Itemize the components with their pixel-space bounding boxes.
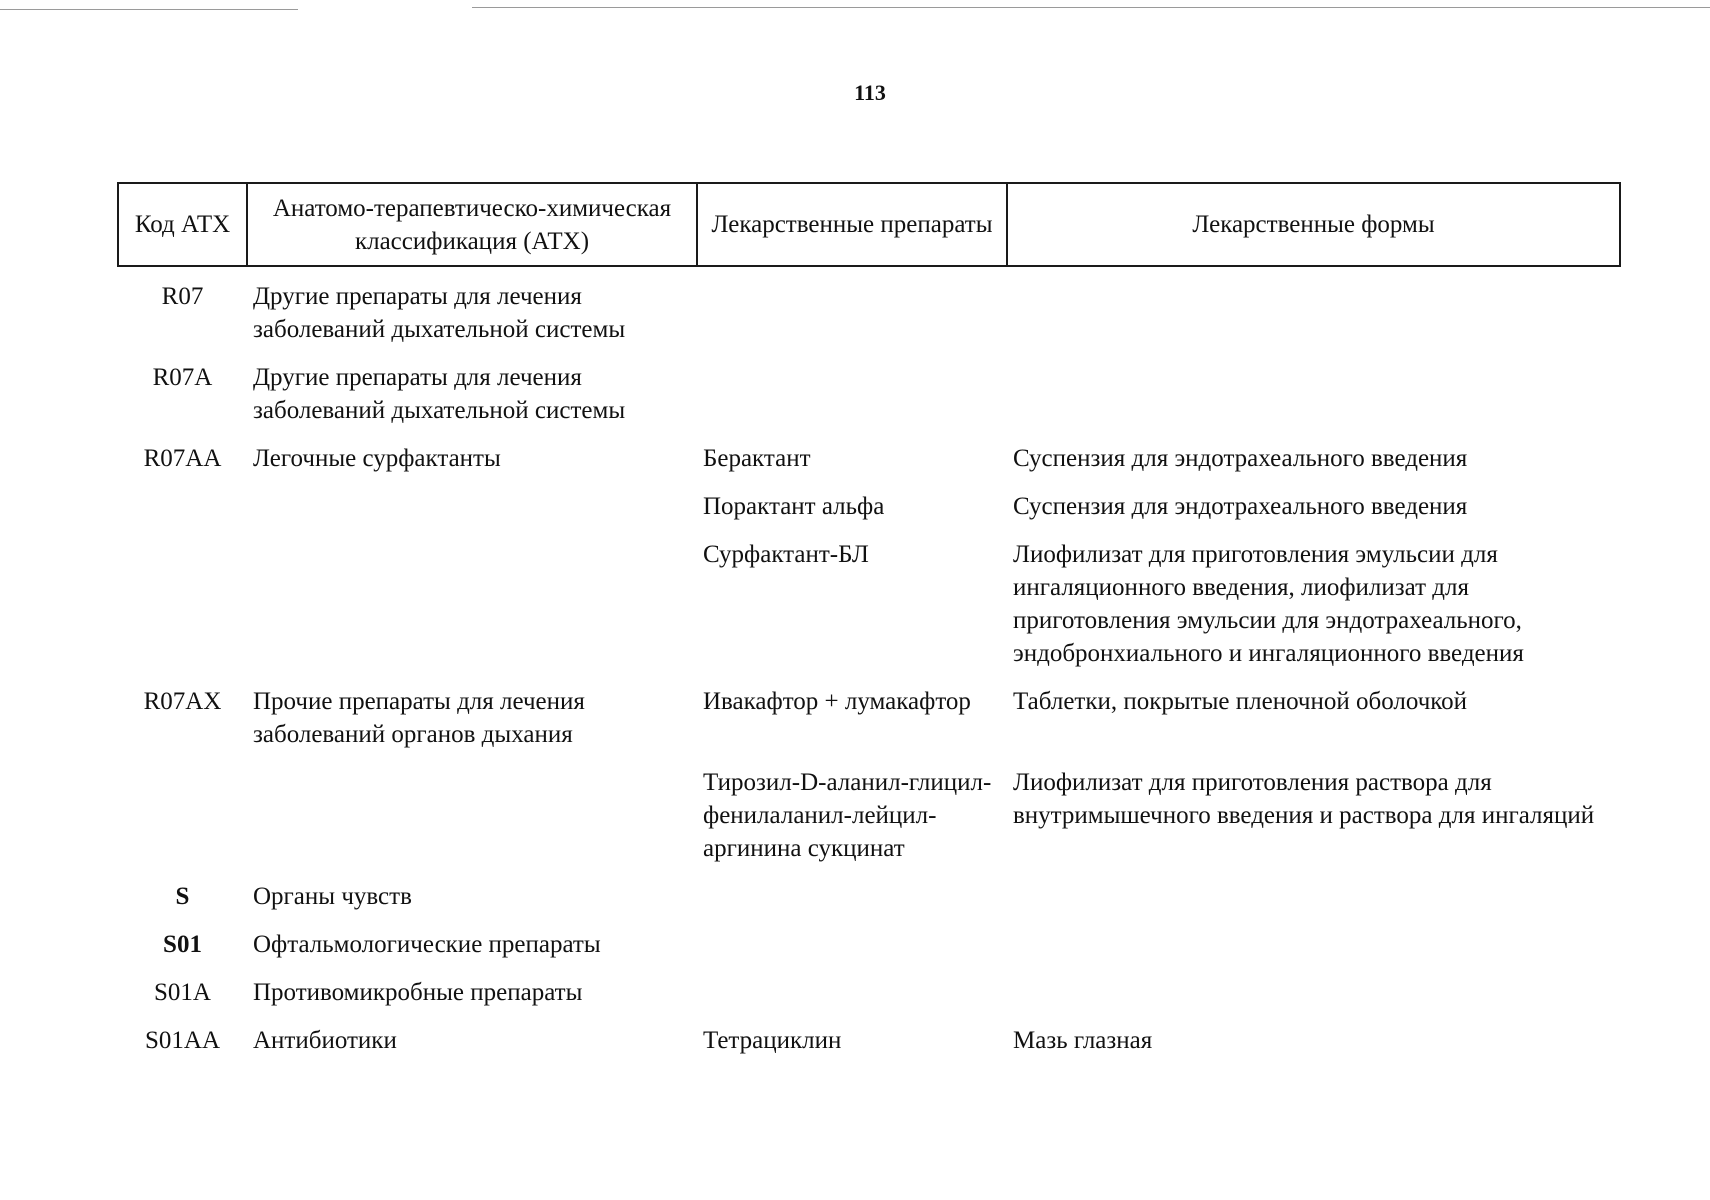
drug-cell <box>697 361 1007 442</box>
page-number: 113 <box>854 80 886 105</box>
table-row <box>118 880 1620 928</box>
table-row <box>118 442 1620 490</box>
dosage-form-cell <box>1007 976 1620 1024</box>
table-body <box>118 266 1620 1072</box>
drug-cell: Тирозил-D-аланил-глицил-фенилаланил-лейцил-аргинина сукцинат <box>703 769 992 862</box>
drug-cell: Ивакафтор + лумакафтор <box>703 688 971 715</box>
dosage-form-cell: Лиофилизат для приготовления раствора для внутримышечного введения и раствора для ингаляций <box>1013 769 1595 829</box>
dosage-form-cell: Суспензия для эндотрахеального введения <box>1013 445 1468 472</box>
dosage-form-cell <box>1007 361 1620 442</box>
drug-cell <box>697 266 1007 361</box>
dosage-form-cell: Суспензия для эндотрахеального введения <box>1013 493 1468 520</box>
table-row <box>118 266 1620 361</box>
atc-name-cell <box>247 766 697 880</box>
dosage-form-cell: Лиофилизат для приготовления эмульсии для ингаляционного введения, лиофилизат для приготовления эмульсии для эндотрахеального, эндобронхиального и ингаляционного введения <box>1013 541 1524 667</box>
atc-name-cell: Антибиотики <box>253 1027 397 1054</box>
atc-name-cell: Другие препараты для лечения заболеваний дыхательной системы <box>253 283 626 343</box>
atc-code-cell: S01A <box>154 979 211 1006</box>
atc-code-cell: S01AA <box>144 1027 220 1054</box>
header-row <box>118 183 1620 266</box>
atc-code-cell: R07AA <box>143 445 222 472</box>
atc-code-cell: S01 <box>163 931 202 958</box>
drug-cell: Порактант альфа <box>703 493 885 520</box>
drug-cell <box>697 928 1007 976</box>
scan-edge-line-left <box>0 9 298 10</box>
atc-name-cell: Органы чувств <box>253 883 412 910</box>
atc-name-cell: Другие препараты для лечения заболеваний дыхательной системы <box>253 364 626 424</box>
atc-code-cell <box>118 766 247 880</box>
table-row <box>118 685 1620 766</box>
header-atc-classification: Анатомо-терапевтическо-химическая классификация (АТХ) <box>247 183 697 266</box>
atc-code-cell: R07A <box>152 364 213 391</box>
header-dosage-forms: Лекарственные формы <box>1007 183 1620 266</box>
table-row <box>118 538 1620 685</box>
dosage-form-cell <box>1007 266 1620 361</box>
atc-name-cell: Прочие препараты для лечения заболеваний органов дыхания <box>253 688 585 748</box>
table-header <box>118 183 1620 266</box>
atc-name-cell: Противомикробные препараты <box>253 979 583 1006</box>
table-row <box>118 766 1620 880</box>
atc-name-cell: Легочные сурфактанты <box>253 445 501 472</box>
table-row <box>118 490 1620 538</box>
drug-cell <box>697 880 1007 928</box>
drug-cell: Тетрациклин <box>703 1027 842 1054</box>
drug-cell <box>697 976 1007 1024</box>
atc-code-cell: R07AX <box>143 688 222 715</box>
dosage-form-cell: Таблетки, покрытые пленочной оболочкой <box>1013 688 1468 715</box>
table-row <box>118 928 1620 976</box>
atc-code-cell: R07 <box>161 283 204 310</box>
drug-cell: Сурфактант-БЛ <box>703 541 869 568</box>
table-row <box>118 1024 1620 1072</box>
table-row <box>118 361 1620 442</box>
dosage-form-cell: Мазь глазная <box>1013 1027 1153 1054</box>
atc-name-cell <box>247 490 697 538</box>
drug-cell: Берактант <box>703 445 811 472</box>
dosage-form-cell <box>1007 880 1620 928</box>
atc-code-cell <box>118 490 247 538</box>
atc-table <box>117 182 1621 1072</box>
scan-edge-line-right <box>472 7 1710 8</box>
header-drugs: Лекарственные препараты <box>697 183 1007 266</box>
dosage-form-cell <box>1007 928 1620 976</box>
atc-code-cell <box>118 538 247 685</box>
atc-code-cell: S <box>175 883 190 910</box>
header-atc-code: Код АТХ <box>118 183 247 266</box>
atc-name-cell: Офтальмологические препараты <box>253 931 601 958</box>
atc-name-cell <box>247 538 697 685</box>
table-row <box>118 976 1620 1024</box>
